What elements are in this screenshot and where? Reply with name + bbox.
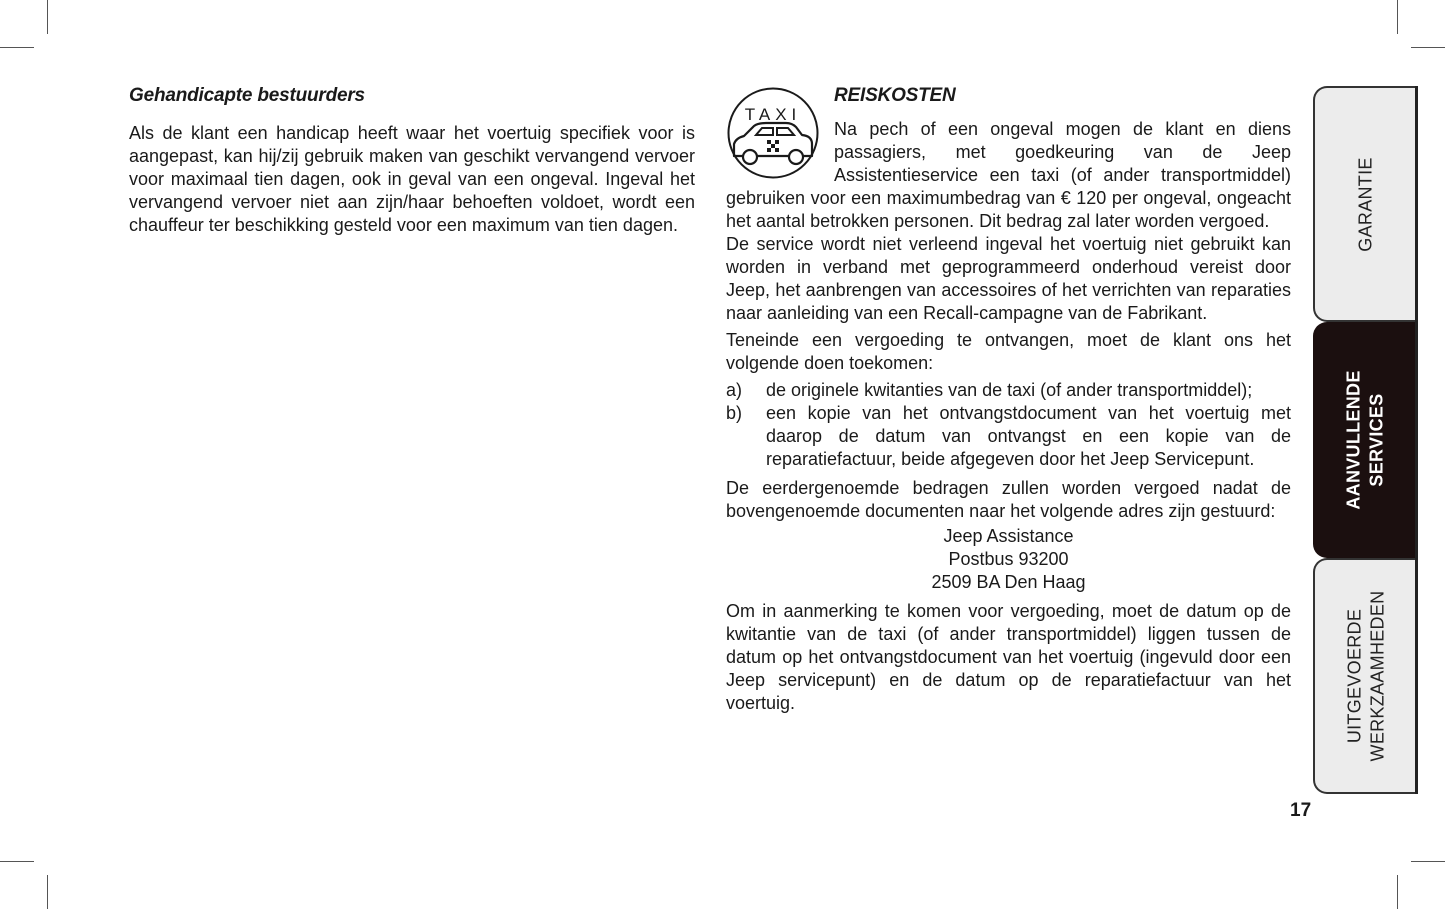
crop-mark — [47, 0, 48, 34]
tab-label: SERVICES — [1367, 393, 1387, 487]
list-marker: b) — [726, 403, 743, 423]
taxi-icon — [726, 86, 820, 180]
left-column — [129, 82, 695, 237]
tab-aanvullende-services[interactable] — [1313, 322, 1417, 558]
travel-costs-paragraph-3: Teneinde een vergoeding te ontvangen, moet de klant ons het volgende doen toekomen: — [726, 330, 1291, 373]
section-heading-disabled-drivers: Gehandicapte bestuurders — [129, 85, 365, 106]
postal-address — [726, 525, 1291, 594]
tab-label: AANVULLENDE — [1344, 370, 1364, 510]
tab-label: UITGEVOERDE — [1344, 608, 1365, 744]
list-marker: a) — [726, 380, 743, 400]
tab-edge-line — [1415, 86, 1418, 794]
travel-costs-paragraph-2: De service wordt niet verleend ingeval het voertuig niet gebruikt kan worden in verband met geprogrammeerd onderhoud vereist door Jeep, het aanbrengen van accessoires of het verrichten van reparaties naar aanleiding van een Recall-campagne van de Fabrikant. — [726, 234, 1291, 323]
list-text: de originele kwitanties van de taxi (of ander transportmiddel); — [766, 380, 1253, 400]
crop-mark — [0, 861, 34, 862]
address-line: 2509 BA Den Haag — [931, 572, 1086, 592]
crop-mark — [47, 875, 48, 909]
page-number: 17 — [1290, 800, 1312, 821]
tab-label: WERKZAAMHEDEN — [1367, 590, 1388, 762]
travel-costs-paragraph-1: Na pech of een ongeval mogen de klant en diens passagiers, met goedkeuring van de Jeep Assistentieservice een taxi (of ander transportmiddel) gebruiken voor een maximumbedrag van € 120 per ongeval, ongeacht het aantal betrokken personen. Dit bedrag zal later worden vergoed. — [726, 119, 1291, 231]
list-text: een kopie van het ontvangstdocument van het voertuig met daarop de datum van ontvangst en een kopie van de reparatiefactuur, beide afgegeven door het Jeep Servicepunt. — [766, 403, 1291, 469]
list-item — [726, 402, 1291, 471]
tab-garantie[interactable] — [1313, 86, 1417, 322]
crop-mark — [1397, 875, 1398, 909]
crop-mark — [1411, 47, 1445, 48]
crop-mark — [1397, 0, 1398, 34]
crop-mark — [1411, 861, 1445, 862]
taxi-icon-text: TAXI — [744, 105, 802, 124]
travel-costs-paragraph-4: De eerdergenoemde bedragen zullen worden vergoed nadat de bovengenoemde documenten naar het volgende adres zijn gestuurd: — [726, 478, 1291, 521]
section-heading-travel-costs: REISKOSTEN — [834, 85, 956, 106]
documents-list — [726, 379, 1291, 471]
tab-uitgevoerde-werkzaamheden[interactable] — [1313, 558, 1417, 794]
list-item — [726, 379, 1291, 402]
address-line: Jeep Assistance — [943, 526, 1074, 546]
address-line: Postbus 93200 — [948, 549, 1069, 569]
right-column — [726, 82, 1291, 715]
tab-label: GARANTIE — [1355, 156, 1376, 252]
crop-mark — [0, 47, 34, 48]
disabled-drivers-paragraph: Als de klant een handicap heeft waar het voertuig specifiek voor is aangepast, kan hij/zij gebruik maken van geschikt vervangend vervoer voor maximaal tien dagen, ook in geval van een ongeval. Ingeval het vervangend vervoer niet aan zijn/haar behoeften voldoet, wordt een chauffeur ter beschikking gesteld voor een maximum van tien dagen. — [129, 123, 695, 235]
travel-costs-paragraph-5: Om in aanmerking te komen voor vergoeding, moet de datum op de kwitantie van de taxi (of ander transportmiddel) liggen tussen de datum op het ontvangstdocument van het voertuig (ingevuld door een Jeep servicepunt) en de datum op de reparatiefactuur van het voertuig. — [726, 601, 1291, 713]
